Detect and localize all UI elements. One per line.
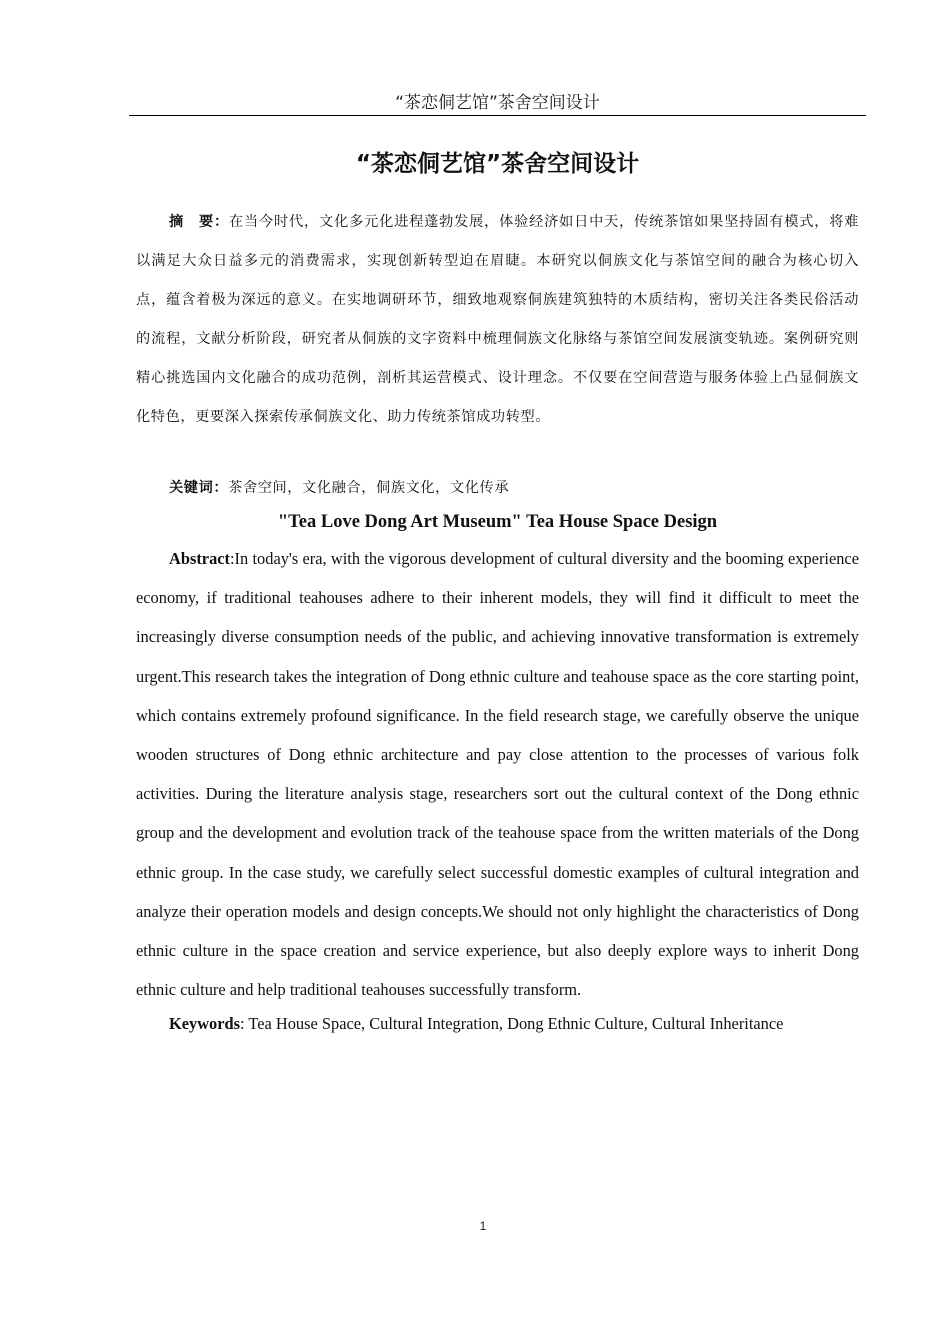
chinese-keywords	[136, 474, 859, 502]
running-header: “茶恋侗艺馆”茶舍空间设计	[395, 93, 600, 113]
chinese-title: “茶恋侗艺馆”茶舍空间设计	[355, 151, 640, 177]
english-abstract-text: :In today's era, with the vigorous development of cultural diversity and the booming experience economy, if traditional teahouses adhere to their inherent models, they will find it difficult to meet the increasingly diverse consumption needs of the public, and achieving innovative transformation is extremely urgent.This research takes the integration of Dong ethnic culture and teahouse space as the core starting point, which contains extremely profound significance. In the field research stage, we carefully observe the unique wooden structures of Dong ethnic architecture and pay close attention to the processes of various folk activities. During the literature analysis stage, researchers sort out the cultural context of the Dong ethnic group and the development and evolution track of the teahouse space from the written materials of the Dong ethnic group. In the case study, we carefully select successful domestic examples of cultural integration and analyze their operation models and design concepts.We should not only highlight the characteristics of Dong ethnic culture in the space creation and service experience, but also deeply explore ways to inherit Dong ethnic culture and help traditional teahouses successfully transform.	[136, 549, 859, 1000]
page-number: 1	[479, 1219, 487, 1233]
header-divider	[129, 115, 866, 116]
chinese-abstract-label: 摘 要：	[169, 214, 230, 230]
chinese-abstract	[136, 203, 859, 437]
chinese-keywords-label: 关键词：	[169, 480, 229, 496]
chinese-abstract-text: 在当今时代，文化多元化进程蓬勃发展，体验经济如日中天，传统茶馆如果坚持固有模式，将难以满足大众日益多元的消费需求，实现创新转型迫在眉睫。本研究以侗族文化与茶馆空间的融合为核心切入点，蕴含着极为深远的意义。在实地调研环节，细致地观察侗族建筑独特的木质结构，密切关注各类民俗活动的流程，文献分析阶段，研究者从侗族的文字资料中梳理侗族文化脉络与茶馆空间发展演变轨迹。案例研究则精心挑选国内文化融合的成功范例，剖析其运营模式、设计理念。不仅要在空间营造与服务体验上凸显侗族文化特色，更要深入探索传承侗族文化、助力传统茶馆成功转型。	[136, 214, 860, 425]
english-keywords-label: Keywords	[169, 1014, 241, 1033]
english-keywords	[136, 1011, 859, 1037]
english-abstract-label: Abstract	[169, 549, 230, 568]
english-title: "Tea Love Dong Art Museum" Tea House Space Design	[277, 512, 718, 532]
english-keywords-text: : Tea House Space, Cultural Integration, Dong Ethnic Culture, Cultural Inheritance	[240, 1014, 784, 1033]
chinese-keywords-text: 茶舍空间，文化融合，侗族文化，文化传承	[228, 480, 510, 496]
english-abstract	[136, 539, 859, 1009]
